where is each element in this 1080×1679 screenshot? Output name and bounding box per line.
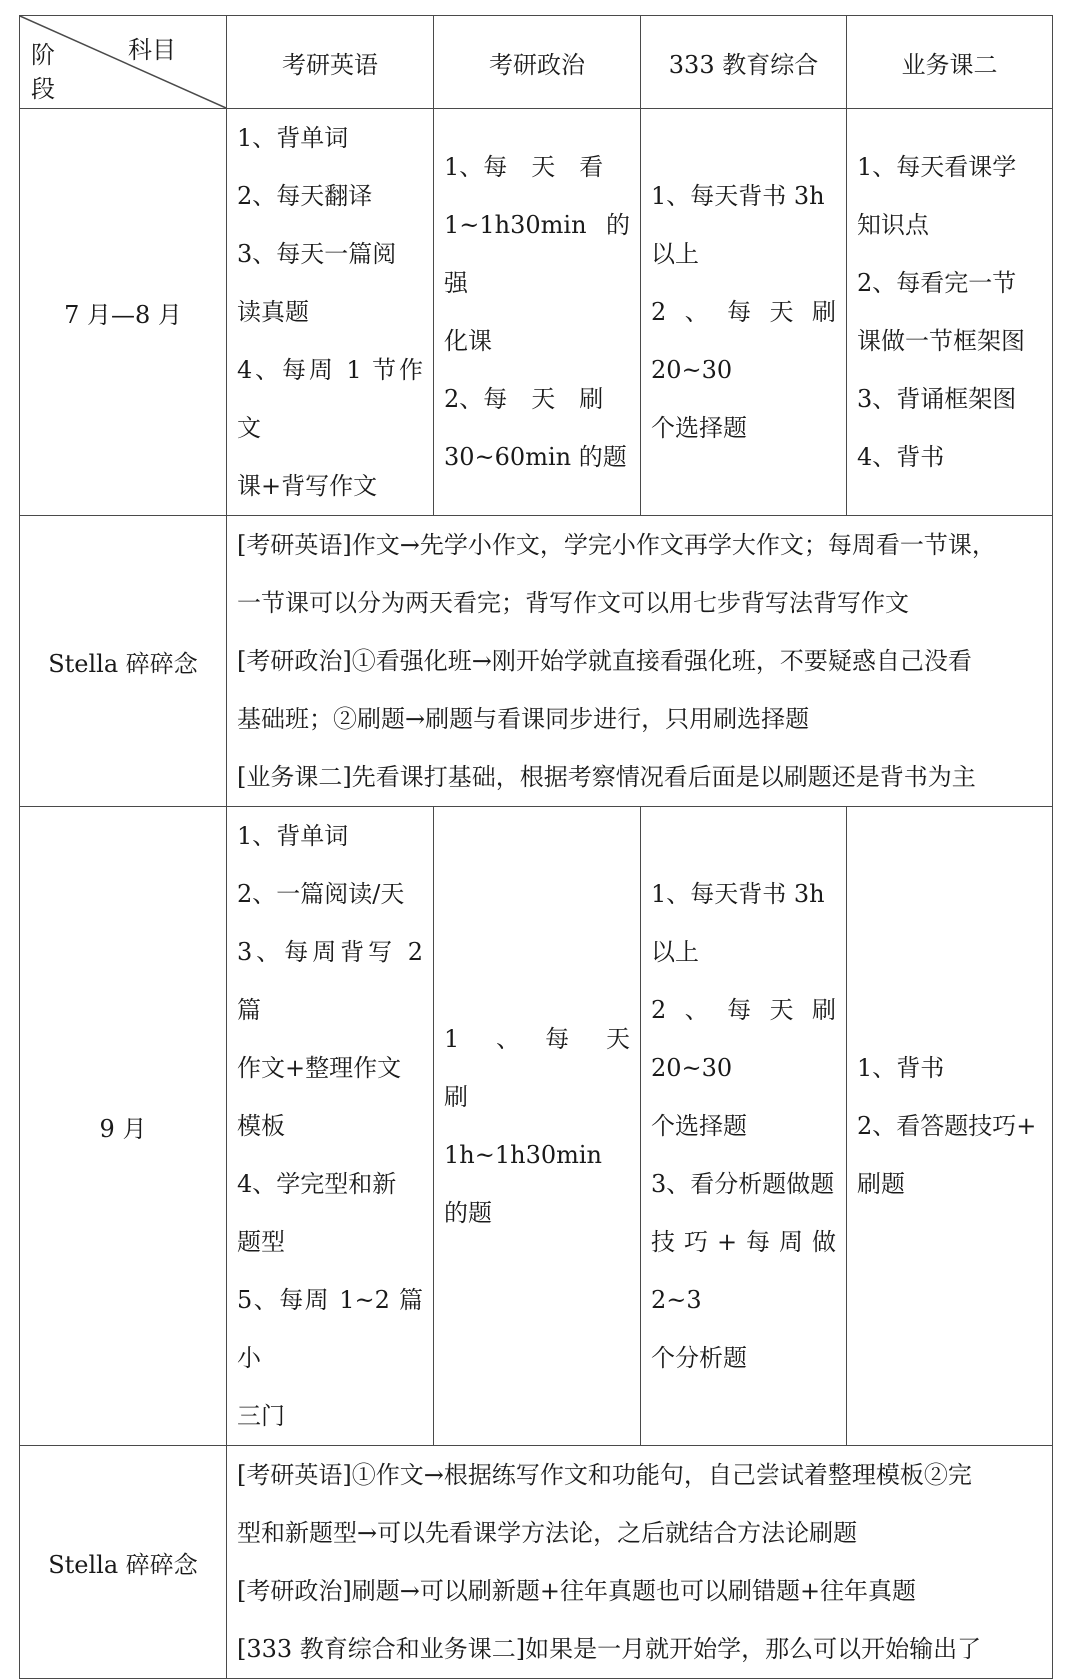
task-line: 1、背书 — [857, 1054, 945, 1082]
task-line: 2、每 天 刷 — [444, 385, 604, 413]
task-line: 4、背书 — [857, 443, 945, 471]
task-line: 技巧+每周做 2~3 — [651, 1228, 836, 1314]
task-line: 4、学完型和新 — [237, 1170, 397, 1198]
study-plan-table — [19, 15, 1053, 1679]
task-line: 2、每天刷 20~30 — [651, 298, 836, 384]
diagonal-header-cell — [20, 16, 227, 109]
note-line: [考研英语]作文→先学小作文，学完小作文再学大作文；每周看一节课， — [237, 531, 996, 559]
note-line: [业务课二]先看课打基础，根据考察情况看后面是以刷题还是背书为主 — [237, 763, 976, 791]
task-line: 1、背单词 — [237, 124, 349, 152]
stage-label — [30, 38, 56, 106]
task-line: 2、每天翻译 — [237, 182, 373, 210]
english-tasks — [227, 109, 434, 516]
task-line: 3、看分析题做题 — [651, 1170, 835, 1198]
task-line: 作文+整理作文 — [237, 1054, 402, 1082]
task-line: 课+背写作文 — [237, 472, 378, 500]
task-line: 1、每天看课学 — [857, 153, 1017, 181]
note-stage-cell: Stella 碎碎念 — [20, 516, 227, 807]
task-line: 个选择题 — [651, 414, 747, 442]
task-line: 5、每周 1~2 篇小 — [237, 1286, 423, 1372]
note-stage-cell: Stella 碎碎念 — [20, 1446, 227, 1679]
column-header-course2: 业务课二 — [847, 16, 1053, 109]
course2-tasks — [847, 109, 1053, 516]
task-line: 三门 — [237, 1402, 285, 1430]
task-line: 1~1h30min 的强 — [444, 211, 630, 297]
task-line: 2、每看完一节 — [857, 269, 1017, 297]
stage-label-char-1: 阶 — [31, 41, 55, 69]
task-line: 以上 — [651, 240, 699, 268]
task-line: 30~60min 的题 — [444, 443, 627, 471]
task-line: 题型 — [237, 1228, 285, 1256]
plan-row-sep — [20, 807, 1053, 1446]
note-line: [考研政治]①看强化班→刚开始学就直接看强化班，不要疑惑自己没看 — [237, 647, 972, 675]
task-line: 1、每 天 看 — [444, 153, 604, 181]
note-line: 型和新题型→可以先看课学方法论，之后就结合方法论刷题 — [237, 1519, 858, 1547]
task-line: 2、一篇阅读/天 — [237, 880, 405, 908]
task-line: 1、背单词 — [237, 822, 349, 850]
subject-label: 科目 — [128, 36, 176, 64]
politics-tasks — [434, 807, 654, 1446]
note-line: [333 教育综合和业务课二]如果是一月就开始学，那么可以开始输出了 — [237, 1635, 982, 1663]
header-row — [20, 16, 1053, 109]
note-row-2 — [20, 1446, 1053, 1679]
task-line: 1、每天背书 3h — [651, 182, 825, 210]
note-text-cell — [227, 516, 1053, 807]
task-line: 3、每天一篇阅 — [237, 240, 397, 268]
note-row-1 — [20, 516, 1053, 807]
task-line: 3、背诵框架图 — [857, 385, 1017, 413]
task-line: 以上 — [651, 938, 699, 966]
task-line: 化课 — [444, 327, 492, 355]
stage-cell: 7 月—8 月 — [20, 109, 227, 516]
task-line: 个选择题 — [651, 1112, 747, 1140]
edu333-tasks — [641, 109, 847, 516]
task-line: 模板 — [237, 1112, 285, 1140]
note-line: 基础班；②刷题→刷题与看课同步进行，只用刷选择题 — [237, 705, 810, 733]
task-line: 2、看答题技巧+ — [857, 1112, 1037, 1140]
column-header-english: 考研英语 — [227, 16, 434, 109]
note-line: [考研政治]刷题→可以刷新题+往年真题也可以刷错题+往年真题 — [237, 1577, 917, 1605]
task-line: 4、每周 1 节作文 — [237, 356, 423, 442]
task-line: 1h~1h30min 的题 — [444, 1141, 602, 1227]
task-line: 1 、 每 天 刷 — [444, 1025, 654, 1111]
task-line: 个分析题 — [651, 1344, 747, 1372]
note-line: [考研英语]①作文→根据练写作文和功能句，自己尝试着整理模板②完 — [237, 1461, 972, 1489]
task-line: 3、每周背写 2 篇 — [237, 938, 423, 1024]
column-header-edu333: 333 教育综合 — [641, 16, 847, 109]
note-line: 一节课可以分为两天看完；背写作文可以用七步背写法背写作文 — [237, 589, 909, 617]
note-text-cell — [227, 1446, 1053, 1679]
task-line: 知识点 — [857, 211, 929, 239]
column-header-politics: 考研政治 — [434, 16, 641, 109]
course2-tasks — [847, 807, 1053, 1446]
stage-label-char-2: 段 — [31, 75, 55, 103]
task-line: 2、每天刷 20~30 — [651, 996, 836, 1082]
english-tasks — [227, 807, 434, 1446]
edu333-tasks — [641, 807, 847, 1446]
task-line: 读真题 — [237, 298, 309, 326]
task-line: 课做一节框架图 — [857, 327, 1025, 355]
task-line: 1、每天背书 3h — [651, 880, 825, 908]
plan-row-jul-aug — [20, 109, 1053, 516]
task-line: 刷题 — [857, 1170, 905, 1198]
stage-cell: 9 月 — [20, 807, 227, 1446]
politics-tasks — [434, 109, 641, 516]
